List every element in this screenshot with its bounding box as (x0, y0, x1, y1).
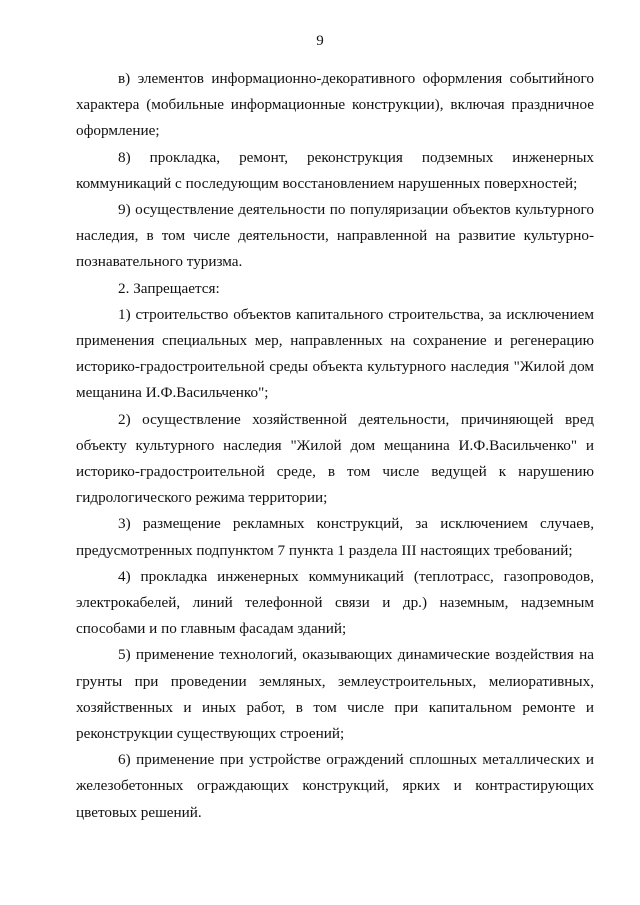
paragraph-prohibited-item-5: 5) применение технологий, оказывающих динамические воздействия на грунты при проведении земляных, землеустроительных, мелиоративных, хозяйственных и иных работ, в том числе при капитальном ремонте и реконструкции существующих строений; (76, 646, 594, 743)
paragraph-prohibited-item-4: 4) прокладка инженерных коммуникаций (теплотрасс, газопроводов, электрокабелей, линий телефонной связи и др.) наземным, надземным способами и по главным фасадам зданий; (76, 567, 594, 638)
paragraph-decorative-elements: в) элементов информационно-декоративного оформления событийного характера (мобильные информационные конструкции), включая праздничное оформление; (76, 70, 594, 140)
paragraph-prohibited-item-3: 3) размещение рекламных конструкций, за исключением случаев, предусмотренных подпунктом 7 пункта 1 раздела III настоящих требований; (76, 515, 594, 559)
paragraph-item-9: 9) осуществление деятельности по популяризации объектов культурного наследия, в том числе деятельности, направленной на развитие культурно-познавательного туризма. (76, 201, 594, 271)
page-number: 9 (316, 33, 324, 49)
document-body (76, 66, 594, 826)
paragraph-prohibited-item-6: 6) применение при устройстве ограждений сплошных металлических и железобетонных ограждающих конструкций, ярких и контрастирующих цветовых решений. (76, 751, 594, 821)
section-heading-prohibited: 2. Запрещается: (118, 279, 220, 297)
paragraph-prohibited-item-2: 2) осуществление хозяйственной деятельности, причиняющей вред объекту культурного наследия "Жилой дом мещанина И.Ф.Васильченко" и историко-градостроительной среде, в том числе ведущей к нарушению гидрологического режима территории; (76, 410, 594, 507)
paragraph-item-8: 8) прокладка, ремонт, реконструкция подземных инженерных коммуникаций с последующим восстановлением нарушенных поверхностей; (76, 148, 594, 192)
paragraph-prohibited-item-1: 1) строительство объектов капитального строительства, за исключением применения специальных мер, направленных на сохранение и регенерацию историко-градостроительной среды объекта культурного наследия "Жилой дом мещанина И.Ф.Васильченко"; (76, 305, 594, 402)
